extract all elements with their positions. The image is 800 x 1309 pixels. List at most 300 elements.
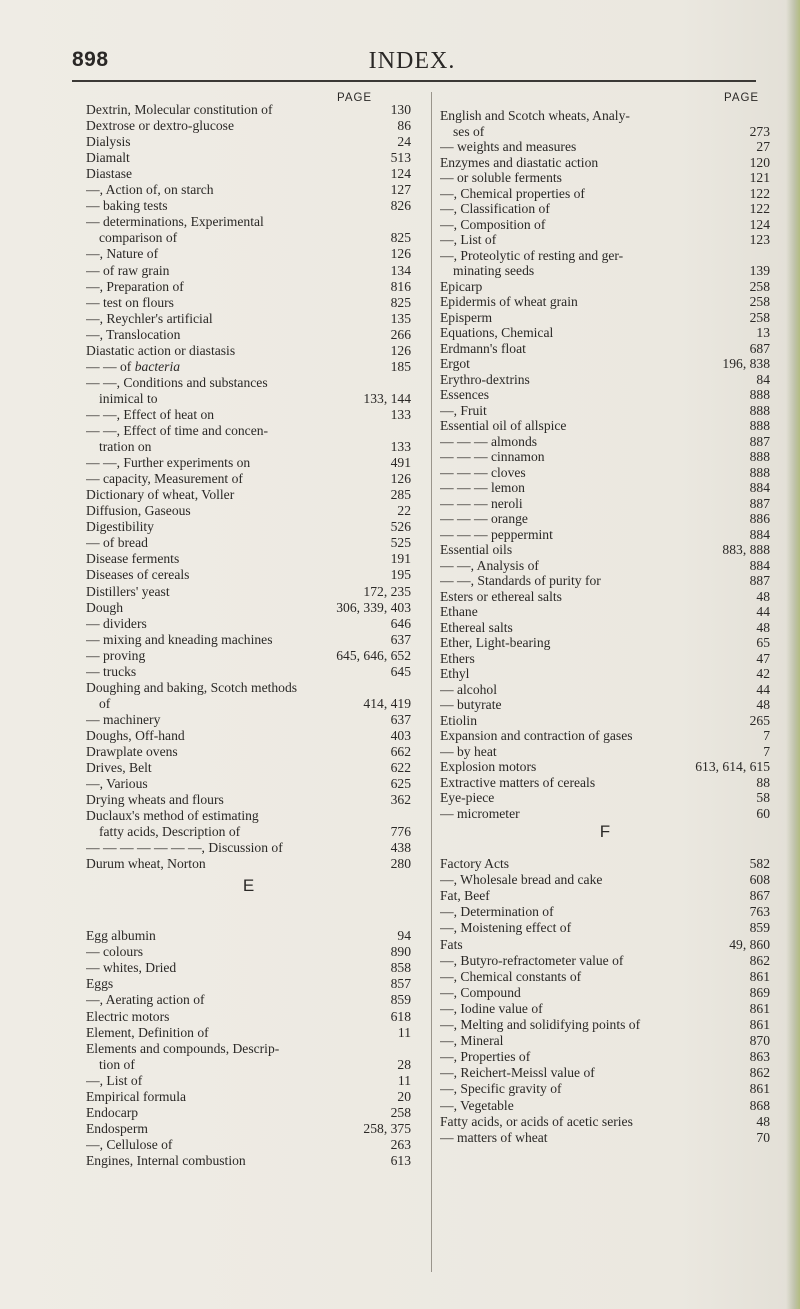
index-entry-page: 613, 614, 615 bbox=[695, 759, 770, 774]
index-entry-text: Engines, Internal combustion bbox=[86, 1153, 246, 1169]
index-entry bbox=[440, 775, 770, 791]
index-entry-page: 306, 339, 403 bbox=[336, 599, 411, 615]
index-entry bbox=[86, 728, 411, 744]
index-entry bbox=[86, 166, 411, 182]
index-entry bbox=[440, 139, 770, 155]
index-entry-text: Explosion motors bbox=[440, 759, 537, 774]
index-entry-text: — — — cinnamon bbox=[440, 449, 545, 464]
index-entry-page: 513 bbox=[390, 150, 411, 166]
index-entry-text: Equations, Chemical bbox=[440, 325, 554, 340]
index-entry-page: 887 bbox=[749, 573, 770, 588]
index-entry-text: Egg albumin bbox=[86, 928, 156, 943]
index-entry-text: — test on flours bbox=[86, 294, 174, 310]
index-entry-page: 28 bbox=[397, 1056, 411, 1072]
index-entry-text: fatty acids, Description of bbox=[99, 824, 241, 840]
index-entry-text: — matters of wheat bbox=[440, 1129, 548, 1145]
index-entry-text: — — — orange bbox=[440, 511, 528, 526]
index-entry bbox=[86, 1137, 411, 1153]
index-entry-text: Drawplate ovens bbox=[86, 744, 178, 759]
index-entry-page: 134 bbox=[390, 262, 411, 278]
index-entry-text: Digestibility bbox=[86, 519, 154, 535]
index-entry-text: Endocarp bbox=[86, 1105, 139, 1121]
index-entry bbox=[86, 102, 411, 118]
index-entry-page: 887 bbox=[749, 495, 770, 511]
index-entry-page: 888 bbox=[749, 449, 770, 464]
index-entry bbox=[86, 928, 411, 944]
index-entry-text: — —, Effect of time and concen- bbox=[86, 423, 269, 438]
index-entry-page: 625 bbox=[390, 776, 411, 792]
index-entry-text: — — of bacteria bbox=[86, 358, 181, 374]
index-entry-page: 124 bbox=[749, 216, 770, 232]
index-entry-page: 637 bbox=[390, 711, 411, 727]
index-entry-text: Dextrin, Molecular constitution of bbox=[86, 102, 273, 117]
index-entry bbox=[86, 744, 411, 760]
index-entry bbox=[440, 341, 770, 357]
index-entry-text: Doughing and baking, Scotch methods bbox=[86, 679, 298, 695]
index-entry-text: Dialysis bbox=[86, 134, 131, 150]
index-entry-text: — of bread bbox=[86, 535, 148, 551]
index-entry bbox=[86, 263, 411, 279]
index-entry bbox=[86, 343, 411, 359]
index-entry-text: —, Wholesale bread and cake bbox=[440, 872, 603, 888]
index-entry-text: Endosperm bbox=[86, 1121, 148, 1137]
index-entry-page: 121 bbox=[749, 170, 770, 185]
index-entry-text: minating seeds bbox=[453, 263, 535, 278]
index-entry-text: —, Reichert-Meissl value of bbox=[440, 1065, 595, 1081]
index-entry-text: — colours bbox=[86, 944, 144, 960]
index-entry-page: 858 bbox=[390, 960, 411, 976]
index-entry-page: 662 bbox=[390, 744, 411, 759]
index-entry-page: 88 bbox=[756, 774, 770, 790]
index-entry-text: — of raw grain bbox=[86, 262, 170, 278]
index-entry-text: — — — peppermint bbox=[440, 526, 553, 542]
index-entry-page: 884 bbox=[749, 526, 770, 542]
index-entry-text: — butyrate bbox=[440, 697, 502, 712]
index-entry bbox=[86, 279, 411, 295]
index-entry-page: 47 bbox=[756, 650, 770, 666]
index-entry-text: ses of bbox=[453, 123, 485, 139]
index-entry bbox=[86, 455, 411, 471]
index-entry-page: 13 bbox=[756, 325, 770, 340]
index-entry-page: 861 bbox=[749, 1017, 770, 1032]
index-entry-text: Ethereal salts bbox=[440, 619, 513, 635]
index-entry-text: — — — neroli bbox=[440, 495, 523, 511]
index-entry bbox=[86, 976, 411, 992]
index-entry bbox=[440, 248, 770, 264]
index-entry bbox=[440, 573, 770, 589]
index-entry bbox=[440, 325, 770, 341]
index-entry-text: Essential oils bbox=[440, 542, 513, 557]
index-entry-text: English and Scotch wheats, Analy- bbox=[440, 108, 630, 123]
index-entry bbox=[440, 620, 770, 636]
index-entry-text: Expansion and contraction of gases bbox=[440, 728, 633, 743]
index-entry bbox=[440, 713, 770, 729]
index-entry bbox=[440, 387, 770, 403]
index-entry bbox=[440, 1033, 770, 1049]
index-entry bbox=[86, 439, 411, 455]
index-entry-page: 86 bbox=[397, 118, 411, 134]
index-entry-text: Fatty acids, or acids of acetic series bbox=[440, 1113, 633, 1129]
index-entry bbox=[86, 776, 411, 792]
index-entry bbox=[440, 186, 770, 202]
index-entry-page: 491 bbox=[390, 455, 411, 471]
page-edge-shadow bbox=[786, 0, 800, 1309]
index-entry-page: 687 bbox=[749, 340, 770, 356]
index-entry-page: 861 bbox=[749, 1000, 770, 1016]
index-entry-page: 859 bbox=[390, 992, 411, 1008]
index-entry-page: 869 bbox=[749, 984, 770, 1000]
index-entry-page: 861 bbox=[749, 968, 770, 984]
index-entry-page: 126 bbox=[390, 471, 411, 487]
index-entry-page: 265 bbox=[749, 712, 770, 728]
index-entry bbox=[86, 519, 411, 535]
index-entry bbox=[440, 872, 770, 888]
index-entry-text: —, List of bbox=[86, 1072, 143, 1088]
index-entry-text: Ethane bbox=[440, 604, 478, 619]
index-entry bbox=[440, 170, 770, 186]
index-entry bbox=[440, 310, 770, 326]
index-entry-page: 608 bbox=[749, 872, 770, 888]
page-title: INDEX. bbox=[368, 48, 456, 74]
index-entry bbox=[86, 118, 411, 134]
index-entry-text: — — — — — — —, Discussion of bbox=[86, 840, 283, 856]
index-entry-text: Enzymes and diastatic action bbox=[440, 154, 599, 170]
index-entry-text: Electric motors bbox=[86, 1008, 170, 1024]
index-entry-text: —, Melting and solidifying points of bbox=[440, 1017, 641, 1032]
index-entry bbox=[86, 696, 411, 712]
index-entry bbox=[440, 856, 770, 872]
index-entry bbox=[86, 664, 411, 680]
index-entry-text: — mixing and kneading machines bbox=[86, 631, 273, 647]
index-entry-page: 195 bbox=[390, 567, 411, 583]
index-entry bbox=[440, 434, 770, 450]
index-entry-text: —, Vegetable bbox=[440, 1097, 514, 1113]
index-entry-page: 888 bbox=[749, 387, 770, 402]
page-number: 898 bbox=[72, 48, 109, 71]
index-entry-page: 48 bbox=[756, 588, 770, 604]
index-entry-text: —, Translocation bbox=[86, 326, 181, 342]
index-entry-page: 49, 860 bbox=[729, 936, 770, 952]
index-entry bbox=[86, 134, 411, 150]
index-entry-page: 637 bbox=[390, 631, 411, 647]
index-entry bbox=[440, 124, 770, 140]
index-entry-text: Doughs, Off-hand bbox=[86, 727, 185, 743]
index-entry-page: 887 bbox=[749, 433, 770, 449]
index-entry-page: 135 bbox=[390, 310, 411, 326]
index-entry-page: 22 bbox=[397, 503, 411, 519]
index-entry-page: 273 bbox=[749, 123, 770, 139]
index-entry-text: — micrometer bbox=[440, 805, 520, 821]
index-entry bbox=[440, 1049, 770, 1065]
index-entry-text: Fat, Beef bbox=[440, 888, 490, 904]
index-entry-text: — machinery bbox=[86, 711, 161, 727]
index-entry-text: —, Action of, on starch bbox=[86, 182, 214, 198]
index-entry bbox=[440, 589, 770, 605]
index-entry-page: 414, 419 bbox=[363, 695, 411, 711]
index-entry bbox=[86, 992, 411, 1008]
index-entry-page: 645, 646, 652 bbox=[336, 647, 411, 663]
index-entry bbox=[440, 790, 770, 806]
index-entry bbox=[440, 1001, 770, 1017]
index-entry-page: 816 bbox=[390, 278, 411, 294]
index-entry bbox=[440, 155, 770, 171]
index-entry-page: 191 bbox=[390, 551, 411, 567]
index-entry bbox=[440, 969, 770, 985]
page-column-heading: PAGE bbox=[724, 92, 760, 104]
index-entry-text: Ether, Light-bearing bbox=[440, 635, 551, 650]
index-entry bbox=[86, 648, 411, 664]
index-entry-text: Dictionary of wheat, Voller bbox=[86, 487, 235, 503]
index-entry bbox=[86, 632, 411, 648]
index-entry-page: 862 bbox=[749, 952, 770, 968]
index-entry-text: tration on bbox=[99, 439, 152, 455]
index-entry-text: Erythro-dextrins bbox=[440, 371, 530, 387]
index-entry bbox=[440, 449, 770, 465]
index-entry bbox=[86, 1009, 411, 1025]
index-entry-text: Empirical formula bbox=[86, 1089, 187, 1104]
index-entry-page: 11 bbox=[397, 1024, 411, 1040]
index-entry-page: 266 bbox=[390, 326, 411, 342]
index-entry bbox=[86, 311, 411, 327]
index-entry-page: 867 bbox=[749, 888, 770, 904]
index-entry-page: 618 bbox=[390, 1008, 411, 1024]
index-entry bbox=[86, 214, 411, 230]
index-entry-text: Factory Acts bbox=[440, 856, 510, 871]
index-entry bbox=[440, 759, 770, 775]
index-entry-page: 24 bbox=[397, 134, 411, 150]
index-entry-page: 263 bbox=[390, 1137, 411, 1153]
index-entry-page: 826 bbox=[390, 198, 411, 214]
index-entry bbox=[440, 744, 770, 760]
index-entry bbox=[86, 600, 411, 616]
index-entry bbox=[440, 682, 770, 698]
index-entry-page: 825 bbox=[390, 230, 411, 246]
index-entry-text: — capacity, Measurement of bbox=[86, 471, 243, 487]
index-entry-text: Eye-piece bbox=[440, 790, 495, 805]
index-entry-page: 868 bbox=[749, 1097, 770, 1113]
column-divider bbox=[431, 92, 432, 1272]
index-entry-page: 884 bbox=[749, 480, 770, 495]
index-entry bbox=[86, 584, 411, 600]
index-entry bbox=[440, 480, 770, 496]
index-entry-text: —, Chemical properties of bbox=[440, 185, 585, 201]
index-entry bbox=[86, 760, 411, 776]
index-entry-text: — determinations, Experimental bbox=[86, 214, 264, 230]
index-entry-page: 126 bbox=[390, 342, 411, 358]
index-entry bbox=[86, 375, 411, 391]
index-entry-page: 890 bbox=[390, 944, 411, 960]
index-entry-text: Element, Definition of bbox=[86, 1024, 209, 1040]
index-entry bbox=[440, 496, 770, 512]
index-entry bbox=[440, 527, 770, 543]
index-entry bbox=[440, 985, 770, 1001]
index-entry-page: 525 bbox=[390, 535, 411, 551]
index-entry-page: 888 bbox=[749, 464, 770, 480]
index-entry-text: Duclaux's method of estimating bbox=[86, 808, 259, 824]
index-entry-text: —, Preparation of bbox=[86, 278, 184, 294]
index-entry bbox=[440, 1017, 770, 1033]
index-entry-text: Ethyl bbox=[440, 666, 470, 681]
index-entry-text: Diamalt bbox=[86, 150, 130, 166]
index-entry-page: 7 bbox=[763, 728, 770, 743]
index-entry-text: Etiolin bbox=[440, 712, 478, 728]
index-entry-page: 582 bbox=[749, 856, 770, 871]
index-entry bbox=[86, 616, 411, 632]
index-entry-page: 888 bbox=[749, 418, 770, 433]
index-entry-page: 861 bbox=[749, 1081, 770, 1097]
index-entry-text: —, Fruit bbox=[440, 402, 487, 418]
index-entry-text: tion of bbox=[99, 1056, 135, 1072]
index-entry bbox=[86, 944, 411, 960]
index-entry-page: 645 bbox=[390, 663, 411, 679]
index-entry-text: — or soluble ferments bbox=[440, 170, 562, 185]
index-entry-text: —, Chemical constants of bbox=[440, 968, 582, 984]
index-entry bbox=[440, 904, 770, 920]
index-entry-text: Erdmann's float bbox=[440, 340, 526, 356]
index-entry bbox=[86, 1121, 411, 1137]
index-entry-text: Esters or ethereal salts bbox=[440, 588, 562, 604]
index-entry bbox=[440, 666, 770, 682]
index-entry-page: 127 bbox=[390, 182, 411, 198]
index-entry bbox=[440, 1098, 770, 1114]
index-entry-page: 122 bbox=[749, 185, 770, 201]
index-entry-text: Epidermis of wheat grain bbox=[440, 294, 578, 309]
index-entry-text: — —, Further experiments on bbox=[86, 455, 251, 471]
header-rule bbox=[72, 80, 756, 82]
index-entry-page: 123 bbox=[749, 232, 770, 247]
index-entry-page: 94 bbox=[397, 928, 411, 943]
index-entry-page: 172, 235 bbox=[363, 583, 411, 599]
index-entry bbox=[440, 1114, 770, 1130]
index-entry-text: — —, Effect of heat on bbox=[86, 406, 215, 422]
index-entry bbox=[86, 359, 411, 375]
index-entry-text: Dough bbox=[86, 599, 124, 615]
index-entry bbox=[86, 1073, 411, 1089]
index-entry bbox=[86, 1089, 411, 1105]
index-entry bbox=[440, 294, 770, 310]
index-entry-page: 126 bbox=[390, 246, 411, 262]
index-entry-text: —, Various bbox=[86, 776, 148, 792]
index-entry-page: 438 bbox=[390, 840, 411, 856]
index-entry bbox=[440, 920, 770, 936]
index-entry bbox=[86, 230, 411, 246]
index-entry bbox=[86, 1105, 411, 1121]
index-entry-page: 613 bbox=[390, 1153, 411, 1169]
index-entry bbox=[440, 465, 770, 481]
index-entry bbox=[86, 150, 411, 166]
index-entry bbox=[86, 407, 411, 423]
index-entry bbox=[440, 263, 770, 279]
index-entry bbox=[86, 295, 411, 311]
index-entry-text: — — — lemon bbox=[440, 480, 525, 495]
index-entry-page: 44 bbox=[756, 681, 770, 697]
index-entry-text: inimical to bbox=[99, 390, 158, 406]
index-entry bbox=[440, 558, 770, 574]
index-entry bbox=[86, 712, 411, 728]
index-entry bbox=[86, 246, 411, 262]
index-entry-text: —, Cellulose of bbox=[86, 1137, 173, 1153]
index-entry-text: — —, Analysis of bbox=[440, 557, 539, 573]
section-letter-f: F bbox=[599, 822, 611, 841]
index-entry-text: Essences bbox=[440, 387, 490, 402]
index-entry-text: —, Classification of bbox=[440, 201, 550, 216]
index-entry-page: 20 bbox=[397, 1089, 411, 1104]
index-entry-text: —, Iodine value of bbox=[440, 1000, 543, 1016]
index-entry-page: 646 bbox=[390, 615, 411, 631]
index-entry-text: Fats bbox=[440, 936, 463, 952]
index-entry-page: 70 bbox=[756, 1129, 770, 1145]
index-entry bbox=[440, 604, 770, 620]
index-entry-text: —, Nature of bbox=[86, 246, 159, 262]
index-entry-page: 258 bbox=[749, 309, 770, 325]
index-entry-page: 763 bbox=[749, 904, 770, 920]
index-entry-text: comparison of bbox=[99, 230, 178, 246]
index-entry bbox=[440, 806, 770, 822]
index-entry-page: 622 bbox=[390, 760, 411, 776]
index-entry-page: 362 bbox=[390, 792, 411, 808]
index-entry bbox=[440, 201, 770, 217]
index-entry bbox=[440, 511, 770, 527]
index-entry-text: —, Specific gravity of bbox=[440, 1081, 562, 1097]
index-entry bbox=[86, 471, 411, 487]
index-entry bbox=[86, 824, 411, 840]
index-entry-text: Diastase bbox=[86, 166, 133, 182]
index-entry-page: 84 bbox=[756, 371, 770, 387]
index-entry bbox=[440, 937, 770, 953]
index-entry bbox=[86, 1041, 411, 1057]
index-entry bbox=[440, 108, 770, 124]
page-column-heading: PAGE bbox=[337, 92, 373, 104]
index-entry-page: 65 bbox=[756, 635, 770, 650]
index-entry-text: Dextrose or dextro-glucose bbox=[86, 118, 234, 134]
index-entry bbox=[440, 232, 770, 248]
index-entry-page: 859 bbox=[749, 920, 770, 936]
index-entry-page: 776 bbox=[390, 824, 411, 840]
index-entry bbox=[86, 840, 411, 856]
index-entry-text: Drying wheats and flours bbox=[86, 792, 224, 808]
index-entry-text: Elements and compounds, Descrip- bbox=[86, 1040, 280, 1056]
index-entry bbox=[440, 542, 770, 558]
index-entry-page: 883, 888 bbox=[722, 542, 770, 557]
index-entry-text: Distillers' yeast bbox=[86, 583, 170, 599]
index-entry bbox=[440, 356, 770, 372]
index-entry-text: — whites, Dried bbox=[86, 960, 177, 976]
index-entry bbox=[440, 418, 770, 434]
index-entry-text: — by heat bbox=[440, 743, 497, 759]
index-entry bbox=[86, 423, 411, 439]
index-entry-page: 42 bbox=[756, 666, 770, 681]
index-entry bbox=[86, 1153, 411, 1169]
index-entry-text: Ergot bbox=[440, 356, 470, 371]
index-entry-page: 122 bbox=[749, 201, 770, 216]
index-entry-page: 888 bbox=[749, 402, 770, 418]
index-entry-text: — dividers bbox=[86, 615, 147, 631]
index-entry-text: Essential oil of allspice bbox=[440, 418, 567, 433]
index-entry-text: —, Determination of bbox=[440, 904, 554, 920]
index-entry-page: 403 bbox=[390, 727, 411, 743]
index-entry bbox=[86, 182, 411, 198]
index-entry-page: 7 bbox=[763, 743, 770, 759]
index-entry-page: 196, 838 bbox=[722, 356, 770, 371]
index-entry-page: 863 bbox=[749, 1049, 770, 1065]
index-entry-text: — —, Conditions and substances bbox=[86, 374, 268, 390]
index-entry-text: Diffusion, Gaseous bbox=[86, 503, 191, 519]
index-entry-page: 280 bbox=[390, 856, 411, 872]
index-entry bbox=[440, 1130, 770, 1146]
index-entry-text: — — — cloves bbox=[440, 464, 526, 480]
index-entry-text: —, Proteolytic of resting and ger- bbox=[440, 247, 624, 263]
index-entry-page: 27 bbox=[756, 139, 770, 154]
